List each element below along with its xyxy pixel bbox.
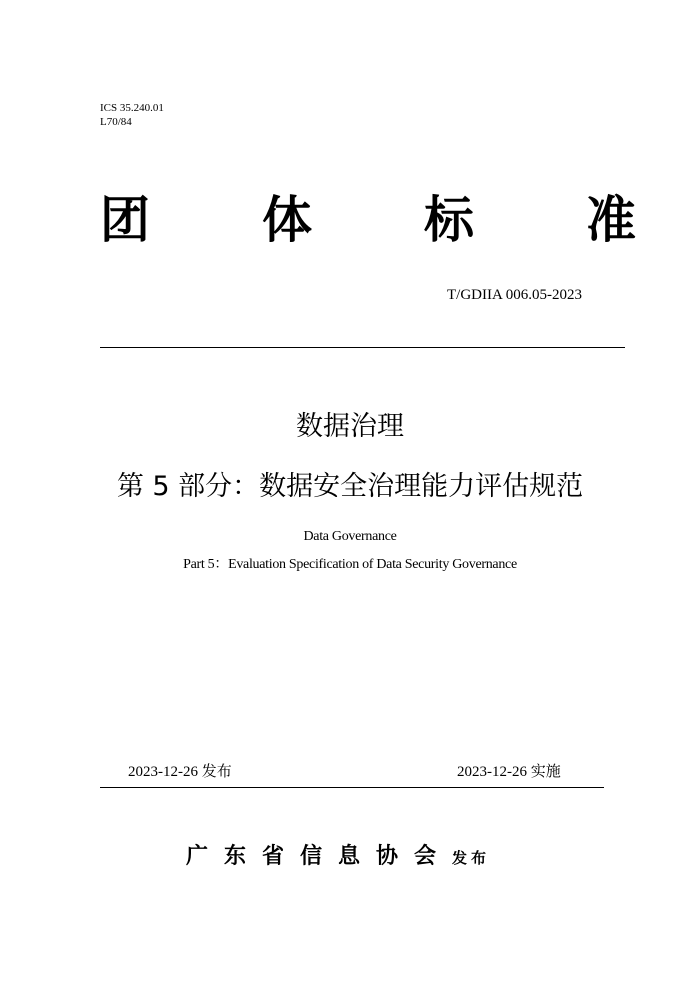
issuer-organization: 广东省信息协会 <box>186 844 453 869</box>
ccs-code: L70/84 <box>100 116 132 128</box>
ics-code: ICS 35.240.01 <box>100 102 164 114</box>
title-main-cn: 数据治理 <box>296 411 404 442</box>
issuer-action: 发布 <box>452 849 491 867</box>
standard-type-char: 团 <box>100 191 150 249</box>
standard-type-char: 体 <box>262 191 312 249</box>
title-part-en: Part 5：Evaluation Specification of Data Security Governance <box>183 557 517 572</box>
publish-date: 2023-12-26 发布 <box>128 764 232 780</box>
title-main-en: Data Governance <box>303 529 397 544</box>
standard-code: T/GDIIA 006.05-2023 <box>447 287 582 303</box>
standard-type-char: 准 <box>586 191 636 249</box>
title-part-cn: 第 5 部分：数据安全治理能力评估规范 <box>116 471 584 502</box>
bottom-divider <box>100 787 604 788</box>
issuer-line <box>186 839 490 870</box>
implement-date: 2023-12-26 实施 <box>457 764 561 780</box>
standard-type-char: 标 <box>424 191 474 249</box>
classification-codes <box>100 101 164 129</box>
standard-type-heading <box>100 188 636 252</box>
top-divider <box>100 347 625 348</box>
